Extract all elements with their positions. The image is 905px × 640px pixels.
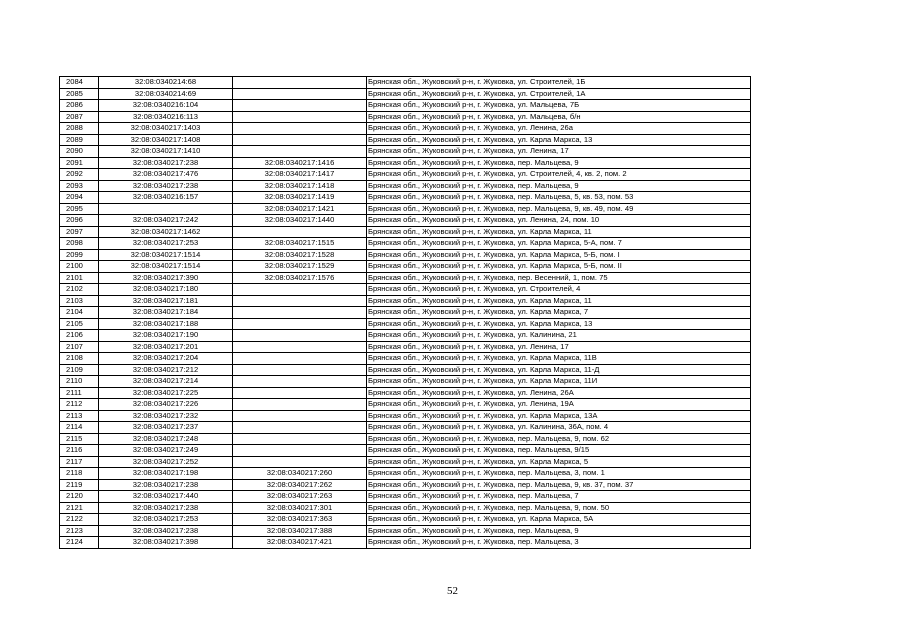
address-cell: Брянская обл., Жуковский р-н, г. Жуковка, ул. Мальцева, 7Б bbox=[367, 100, 751, 112]
secondary-cadastral-number-cell: 32:08:0340217:1418 bbox=[233, 180, 367, 192]
table-row bbox=[60, 525, 751, 537]
cadastral-number-cell: 32:08:0340214:68 bbox=[99, 77, 233, 89]
cadastral-number-cell: 32:08:0340217:238 bbox=[99, 157, 233, 169]
address-cell: Брянская обл., Жуковский р-н, г. Жуковка, ул. Карла Маркса, 13 bbox=[367, 318, 751, 330]
secondary-cadastral-number-cell: 32:08:0340217:1529 bbox=[233, 261, 367, 273]
cadastral-number-cell: 32:08:0340217:180 bbox=[99, 284, 233, 296]
secondary-cadastral-number-cell bbox=[233, 226, 367, 238]
address-cell: Брянская обл., Жуковский р-н, г. Жуковка, ул. Карла Маркса, 5-Б, пом. II bbox=[367, 261, 751, 273]
address-cell: Брянская обл., Жуковский р-н, г. Жуковка, ул. Карла Маркса, 11И bbox=[367, 376, 751, 388]
cadastral-number-cell bbox=[99, 203, 233, 215]
address-cell: Брянская обл., Жуковский р-н, г. Жуковка, пер. Мальцева, 7 bbox=[367, 491, 751, 503]
table-row bbox=[60, 410, 751, 422]
row-number-cell: 2099 bbox=[60, 249, 99, 261]
table-body bbox=[60, 77, 751, 549]
row-number-cell: 2114 bbox=[60, 422, 99, 434]
row-number-cell: 2092 bbox=[60, 169, 99, 181]
secondary-cadastral-number-cell bbox=[233, 433, 367, 445]
table-row bbox=[60, 364, 751, 376]
address-cell: Брянская обл., Жуковский р-н, г. Жуковка, ул. Карла Маркса, 11 bbox=[367, 226, 751, 238]
address-cell: Брянская обл., Жуковский р-н, г. Жуковка, ул. Карла Маркса, 11 bbox=[367, 295, 751, 307]
secondary-cadastral-number-cell: 32:08:0340217:1419 bbox=[233, 192, 367, 204]
address-cell: Брянская обл., Жуковский р-н, г. Жуковка, ул. Ленина, 26А bbox=[367, 387, 751, 399]
row-number-cell: 2105 bbox=[60, 318, 99, 330]
address-cell: Брянская обл., Жуковский р-н, г. Жуковка, ул. Строителей, 1А bbox=[367, 88, 751, 100]
secondary-cadastral-number-cell: 32:08:0340217:388 bbox=[233, 525, 367, 537]
address-cell: Брянская обл., Жуковский р-н, г. Жуковка, ул. Карла Маркса, 13 bbox=[367, 134, 751, 146]
row-number-cell: 2090 bbox=[60, 146, 99, 158]
cadastral-number-cell: 32:08:0340217:390 bbox=[99, 272, 233, 284]
table-row bbox=[60, 249, 751, 261]
secondary-cadastral-number-cell bbox=[233, 456, 367, 468]
table-row bbox=[60, 134, 751, 146]
secondary-cadastral-number-cell bbox=[233, 123, 367, 135]
secondary-cadastral-number-cell bbox=[233, 422, 367, 434]
cadastral-number-cell: 32:08:0340217:1408 bbox=[99, 134, 233, 146]
row-number-cell: 2115 bbox=[60, 433, 99, 445]
address-cell: Брянская обл., Жуковский р-н, г. Жуковка, пер. Мальцева, 9, кв. 49, пом. 49 bbox=[367, 203, 751, 215]
address-cell: Брянская обл., Жуковский р-н, г. Жуковка, ул. Карла Маркса, 13А bbox=[367, 410, 751, 422]
row-number-cell: 2112 bbox=[60, 399, 99, 411]
table-row bbox=[60, 111, 751, 123]
row-number-cell: 2093 bbox=[60, 180, 99, 192]
cadastral-number-cell: 32:08:0340217:212 bbox=[99, 364, 233, 376]
cadastral-number-cell: 32:08:0340216:113 bbox=[99, 111, 233, 123]
address-cell: Брянская обл., Жуковский р-н, г. Жуковка, пер. Мальцева, 3, пом. 1 bbox=[367, 468, 751, 480]
address-cell: Брянская обл., Жуковский р-н, г. Жуковка, пер. Мальцева, 5, кв. 53, пом. 53 bbox=[367, 192, 751, 204]
cadastral-number-cell: 32:08:0340217:214 bbox=[99, 376, 233, 388]
secondary-cadastral-number-cell bbox=[233, 100, 367, 112]
table-row bbox=[60, 387, 751, 399]
cadastral-number-cell: 32:08:0340217:252 bbox=[99, 456, 233, 468]
row-number-cell: 2095 bbox=[60, 203, 99, 215]
row-number-cell: 2118 bbox=[60, 468, 99, 480]
cadastral-number-cell: 32:08:0340217:249 bbox=[99, 445, 233, 457]
cadastral-number-cell: 32:08:0340217:201 bbox=[99, 341, 233, 353]
cadastral-table bbox=[59, 76, 751, 549]
address-cell: Брянская обл., Жуковский р-н, г. Жуковка, ул. Ленина, 17 bbox=[367, 341, 751, 353]
table-row bbox=[60, 180, 751, 192]
table-row bbox=[60, 537, 751, 549]
table-row bbox=[60, 456, 751, 468]
table-row bbox=[60, 284, 751, 296]
row-number-cell: 2120 bbox=[60, 491, 99, 503]
secondary-cadastral-number-cell bbox=[233, 318, 367, 330]
secondary-cadastral-number-cell bbox=[233, 341, 367, 353]
cadastral-number-cell: 32:08:0340216:157 bbox=[99, 192, 233, 204]
address-cell: Брянская обл., Жуковский р-н, г. Жуковка, ул. Ленина, 17 bbox=[367, 146, 751, 158]
table-row bbox=[60, 502, 751, 514]
secondary-cadastral-number-cell: 32:08:0340217:260 bbox=[233, 468, 367, 480]
secondary-cadastral-number-cell: 32:08:0340217:301 bbox=[233, 502, 367, 514]
table-row bbox=[60, 295, 751, 307]
table-row bbox=[60, 479, 751, 491]
address-cell: Брянская обл., Жуковский р-н, г. Жуковка, пер. Мальцева, 3 bbox=[367, 537, 751, 549]
cadastral-number-cell: 32:08:0340217:188 bbox=[99, 318, 233, 330]
cadastral-number-cell: 32:08:0340217:238 bbox=[99, 479, 233, 491]
secondary-cadastral-number-cell bbox=[233, 88, 367, 100]
cadastral-number-cell: 32:08:0340214:69 bbox=[99, 88, 233, 100]
table-row bbox=[60, 468, 751, 480]
cadastral-number-cell: 32:08:0340217:238 bbox=[99, 525, 233, 537]
secondary-cadastral-number-cell bbox=[233, 353, 367, 365]
row-number-cell: 2101 bbox=[60, 272, 99, 284]
row-number-cell: 2104 bbox=[60, 307, 99, 319]
row-number-cell: 2096 bbox=[60, 215, 99, 227]
table-row bbox=[60, 261, 751, 273]
address-cell: Брянская обл., Жуковский р-н, г. Жуковка, ул. Карла Маркса, 7 bbox=[367, 307, 751, 319]
secondary-cadastral-number-cell bbox=[233, 399, 367, 411]
address-cell: Брянская обл., Жуковский р-н, г. Жуковка, пер. Мальцева, 9 bbox=[367, 157, 751, 169]
cadastral-number-cell: 32:08:0340217:253 bbox=[99, 238, 233, 250]
secondary-cadastral-number-cell bbox=[233, 77, 367, 89]
address-cell: Брянская обл., Жуковский р-н, г. Жуковка, ул. Карла Маркса, 11-Д bbox=[367, 364, 751, 376]
row-number-cell: 2113 bbox=[60, 410, 99, 422]
cadastral-number-cell: 32:08:0340217:1403 bbox=[99, 123, 233, 135]
table-row bbox=[60, 318, 751, 330]
secondary-cadastral-number-cell bbox=[233, 387, 367, 399]
table-row bbox=[60, 238, 751, 250]
table-row bbox=[60, 123, 751, 135]
secondary-cadastral-number-cell bbox=[233, 330, 367, 342]
secondary-cadastral-number-cell bbox=[233, 111, 367, 123]
table-row bbox=[60, 514, 751, 526]
table-row bbox=[60, 215, 751, 227]
cadastral-number-cell: 32:08:0340217:225 bbox=[99, 387, 233, 399]
cadastral-number-cell: 32:08:0340217:1514 bbox=[99, 261, 233, 273]
table-row bbox=[60, 192, 751, 204]
cadastral-number-cell: 32:08:0340217:1462 bbox=[99, 226, 233, 238]
row-number-cell: 2088 bbox=[60, 123, 99, 135]
secondary-cadastral-number-cell: 32:08:0340217:1515 bbox=[233, 238, 367, 250]
table-row bbox=[60, 433, 751, 445]
table-row bbox=[60, 157, 751, 169]
secondary-cadastral-number-cell: 32:08:0340217:1416 bbox=[233, 157, 367, 169]
cadastral-number-cell: 32:08:0340217:1410 bbox=[99, 146, 233, 158]
secondary-cadastral-number-cell: 32:08:0340217:363 bbox=[233, 514, 367, 526]
table-row bbox=[60, 376, 751, 388]
table-row bbox=[60, 353, 751, 365]
cadastral-number-cell: 32:08:0340217:242 bbox=[99, 215, 233, 227]
address-cell: Брянская обл., Жуковский р-н, г. Жуковка, ул. Ленина, 26а bbox=[367, 123, 751, 135]
secondary-cadastral-number-cell bbox=[233, 284, 367, 296]
cadastral-number-cell: 32:08:0340217:440 bbox=[99, 491, 233, 503]
cadastral-number-cell: 32:08:0340217:238 bbox=[99, 180, 233, 192]
cadastral-number-cell: 32:08:0340217:226 bbox=[99, 399, 233, 411]
table-row bbox=[60, 330, 751, 342]
address-cell: Брянская обл., Жуковский р-н, г. Жуковка, ул. Ленина, 24, пом. 10 bbox=[367, 215, 751, 227]
address-cell: Брянская обл., Жуковский р-н, г. Жуковка, ул. Карла Маркса, 5-А, пом. 7 bbox=[367, 238, 751, 250]
row-number-cell: 2089 bbox=[60, 134, 99, 146]
row-number-cell: 2097 bbox=[60, 226, 99, 238]
row-number-cell: 2116 bbox=[60, 445, 99, 457]
table-row bbox=[60, 77, 751, 89]
address-cell: Брянская обл., Жуковский р-н, г. Жуковка, пер. Мальцева, 9, пом. 62 bbox=[367, 433, 751, 445]
address-cell: Брянская обл., Жуковский р-н, г. Жуковка, пер. Мальцева, 9 bbox=[367, 180, 751, 192]
cadastral-number-cell: 32:08:0340217:184 bbox=[99, 307, 233, 319]
secondary-cadastral-number-cell bbox=[233, 364, 367, 376]
secondary-cadastral-number-cell bbox=[233, 146, 367, 158]
address-cell: Брянская обл., Жуковский р-н, г. Жуковка, ул. Карла Маркса, 11В bbox=[367, 353, 751, 365]
address-cell: Брянская обл., Жуковский р-н, г. Жуковка, пер. Весенний, 1, пом. 75 bbox=[367, 272, 751, 284]
cadastral-number-cell: 32:08:0340217:232 bbox=[99, 410, 233, 422]
address-cell: Брянская обл., Жуковский р-н, г. Жуковка, ул. Карла Маркса, 5А bbox=[367, 514, 751, 526]
row-number-cell: 2110 bbox=[60, 376, 99, 388]
table-row bbox=[60, 100, 751, 112]
address-cell: Брянская обл., Жуковский р-н, г. Жуковка, пер. Мальцева, 9 bbox=[367, 525, 751, 537]
cadastral-number-cell: 32:08:0340216:104 bbox=[99, 100, 233, 112]
address-cell: Брянская обл., Жуковский р-н, г. Жуковка, ул. Калинина, 36А, пом. 4 bbox=[367, 422, 751, 434]
row-number-cell: 2100 bbox=[60, 261, 99, 273]
table-row bbox=[60, 422, 751, 434]
row-number-cell: 2086 bbox=[60, 100, 99, 112]
row-number-cell: 2119 bbox=[60, 479, 99, 491]
cadastral-number-cell: 32:08:0340217:190 bbox=[99, 330, 233, 342]
table-row bbox=[60, 88, 751, 100]
row-number-cell: 2084 bbox=[60, 77, 99, 89]
address-cell: Брянская обл., Жуковский р-н, г. Жуковка, ул. Строителей, 4 bbox=[367, 284, 751, 296]
address-cell: Брянская обл., Жуковский р-н, г. Жуковка, ул. Строителей, 4, кв. 2, пом. 2 bbox=[367, 169, 751, 181]
cadastral-number-cell: 32:08:0340217:204 bbox=[99, 353, 233, 365]
row-number-cell: 2103 bbox=[60, 295, 99, 307]
address-cell: Брянская обл., Жуковский р-н, г. Жуковка, ул. Карла Маркса, 5-Б, пом. I bbox=[367, 249, 751, 261]
row-number-cell: 2109 bbox=[60, 364, 99, 376]
table-row bbox=[60, 272, 751, 284]
secondary-cadastral-number-cell bbox=[233, 134, 367, 146]
address-cell: Брянская обл., Жуковский р-н, г. Жуковка, пер. Мальцева, 9, пом. 50 bbox=[367, 502, 751, 514]
row-number-cell: 2107 bbox=[60, 341, 99, 353]
cadastral-number-cell: 32:08:0340217:181 bbox=[99, 295, 233, 307]
secondary-cadastral-number-cell bbox=[233, 410, 367, 422]
row-number-cell: 2111 bbox=[60, 387, 99, 399]
row-number-cell: 2117 bbox=[60, 456, 99, 468]
address-cell: Брянская обл., Жуковский р-н, г. Жуковка, ул. Мальцева, б/н bbox=[367, 111, 751, 123]
table-row bbox=[60, 226, 751, 238]
cadastral-number-cell: 32:08:0340217:398 bbox=[99, 537, 233, 549]
row-number-cell: 2108 bbox=[60, 353, 99, 365]
row-number-cell: 2106 bbox=[60, 330, 99, 342]
secondary-cadastral-number-cell: 32:08:0340217:421 bbox=[233, 537, 367, 549]
row-number-cell: 2091 bbox=[60, 157, 99, 169]
secondary-cadastral-number-cell: 32:08:0340217:262 bbox=[233, 479, 367, 491]
cadastral-number-cell: 32:08:0340217:476 bbox=[99, 169, 233, 181]
cadastral-number-cell: 32:08:0340217:198 bbox=[99, 468, 233, 480]
cadastral-number-cell: 32:08:0340217:253 bbox=[99, 514, 233, 526]
secondary-cadastral-number-cell: 32:08:0340217:1576 bbox=[233, 272, 367, 284]
table-row bbox=[60, 491, 751, 503]
table-row bbox=[60, 307, 751, 319]
row-number-cell: 2122 bbox=[60, 514, 99, 526]
secondary-cadastral-number-cell bbox=[233, 445, 367, 457]
address-cell: Брянская обл., Жуковский р-н, г. Жуковка, ул. Строителей, 1Б bbox=[367, 77, 751, 89]
table-row bbox=[60, 146, 751, 158]
address-cell: Брянская обл., Жуковский р-н, г. Жуковка, пер. Мальцева, 9/15 bbox=[367, 445, 751, 457]
row-number-cell: 2102 bbox=[60, 284, 99, 296]
row-number-cell: 2123 bbox=[60, 525, 99, 537]
address-cell: Брянская обл., Жуковский р-н, г. Жуковка, ул. Карла Маркса, 5 bbox=[367, 456, 751, 468]
address-cell: Брянская обл., Жуковский р-н, г. Жуковка, ул. Калинина, 21 bbox=[367, 330, 751, 342]
cadastral-number-cell: 32:08:0340217:237 bbox=[99, 422, 233, 434]
page-number: 52 bbox=[447, 585, 458, 597]
row-number-cell: 2085 bbox=[60, 88, 99, 100]
secondary-cadastral-number-cell bbox=[233, 295, 367, 307]
secondary-cadastral-number-cell: 32:08:0340217:263 bbox=[233, 491, 367, 503]
table-row bbox=[60, 203, 751, 215]
secondary-cadastral-number-cell bbox=[233, 307, 367, 319]
cadastral-number-cell: 32:08:0340217:1514 bbox=[99, 249, 233, 261]
row-number-cell: 2094 bbox=[60, 192, 99, 204]
row-number-cell: 2098 bbox=[60, 238, 99, 250]
address-cell: Брянская обл., Жуковский р-н, г. Жуковка, ул. Ленина, 19А bbox=[367, 399, 751, 411]
address-cell: Брянская обл., Жуковский р-н, г. Жуковка, пер. Мальцева, 9, кв. 37, пом. 37 bbox=[367, 479, 751, 491]
row-number-cell: 2087 bbox=[60, 111, 99, 123]
cadastral-number-cell: 32:08:0340217:238 bbox=[99, 502, 233, 514]
secondary-cadastral-number-cell: 32:08:0340217:1421 bbox=[233, 203, 367, 215]
table-row bbox=[60, 341, 751, 353]
cadastral-number-cell: 32:08:0340217:248 bbox=[99, 433, 233, 445]
table-row bbox=[60, 399, 751, 411]
table-row bbox=[60, 445, 751, 457]
secondary-cadastral-number-cell bbox=[233, 376, 367, 388]
secondary-cadastral-number-cell: 32:08:0340217:1417 bbox=[233, 169, 367, 181]
row-number-cell: 2121 bbox=[60, 502, 99, 514]
row-number-cell: 2124 bbox=[60, 537, 99, 549]
secondary-cadastral-number-cell: 32:08:0340217:1440 bbox=[233, 215, 367, 227]
secondary-cadastral-number-cell: 32:08:0340217:1528 bbox=[233, 249, 367, 261]
table-row bbox=[60, 169, 751, 181]
